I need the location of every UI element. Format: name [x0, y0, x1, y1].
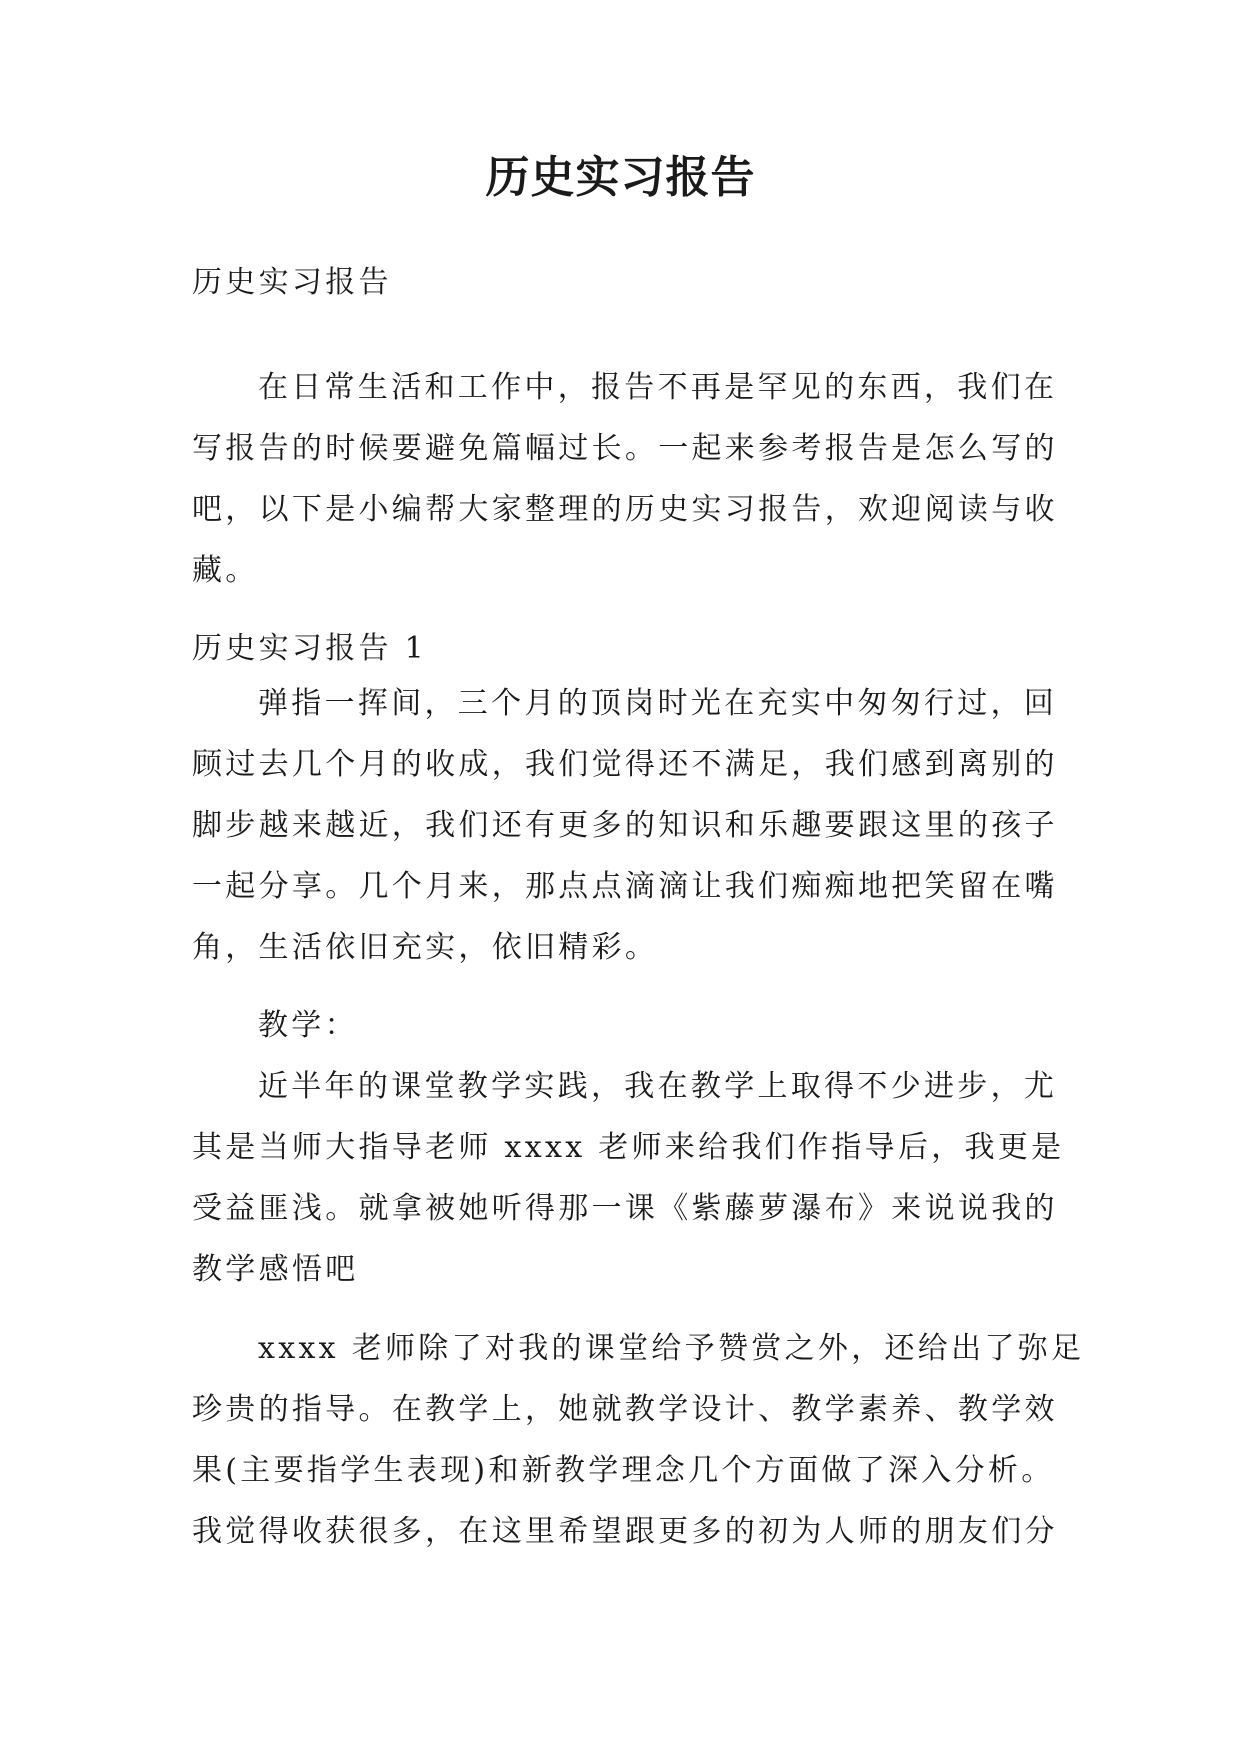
paragraph-3: [192, 1318, 1085, 1562]
document-subtitle: [192, 252, 1062, 313]
paragraph-line: 顾过去几个月的收成，我们觉得还不满足，我们感到离别的: [192, 747, 1058, 782]
paragraph-line: 脚步越来越近，我们还有更多的知识和乐趣要跟这里的孩子: [192, 808, 1058, 843]
intro-line: 写报告的时候要避免篇幅过长。一起来参考报告是怎么写的: [192, 431, 1058, 466]
paragraph-line: 近半年的课堂教学实践，我在教学上取得不少进步，尤: [258, 1069, 1058, 1104]
paragraph-1: [192, 673, 1062, 978]
paragraph-line: 果(主要指学生表现)和新教学理念几个方面做了深入分析。: [192, 1453, 1055, 1488]
intro-paragraph: [192, 357, 1062, 601]
paragraph-2: [192, 1056, 1065, 1300]
paragraph-line: 一起分享。几个月来，那点点滴滴让我们痴痴地把笑留在嘴: [192, 869, 1058, 904]
subtitle-line: 历史实习报告: [192, 265, 392, 300]
intro-line: 藏。: [192, 553, 259, 588]
intro-line: 吧，以下是小编帮大家整理的历史实习报告，欢迎阅读与收: [192, 492, 1058, 527]
paragraph-line: 角，生活依旧充实，依旧精彩。: [192, 930, 659, 965]
intro-line: 在日常生活和工作中，报告不再是罕见的东西，我们在: [258, 370, 1058, 405]
paragraph-line: 教学感悟吧: [192, 1252, 359, 1287]
document-title: 历史实习报告: [485, 152, 756, 203]
paragraph-line: 受益匪浅。就拿被她听得那一课《紫藤萝瀑布》来说说我的: [192, 1191, 1058, 1226]
section-heading: [192, 618, 1062, 679]
paragraph-line: 珍贵的指导。在教学上，她就教学设计、教学素养、教学效: [192, 1392, 1058, 1427]
paragraph-line: 其是当师大指导老师 xxxx 老师来给我们作指导后，我更是: [192, 1130, 1065, 1165]
paragraph-line: 我觉得收获很多，在这里希望跟更多的初为人师的朋友们分: [192, 1514, 1058, 1549]
teaching-label: [192, 995, 1062, 1056]
paragraph-line: xxxx 老师除了对我的课堂给予赞赏之外，还给出了弥足: [258, 1331, 1085, 1366]
teaching-label-line: 教学：: [258, 1008, 358, 1043]
paragraph-line: 弹指一挥间，三个月的顶岗时光在充实中匆匆行过，回: [258, 686, 1058, 721]
section-heading-line: 历史实习报告 1: [192, 631, 428, 666]
